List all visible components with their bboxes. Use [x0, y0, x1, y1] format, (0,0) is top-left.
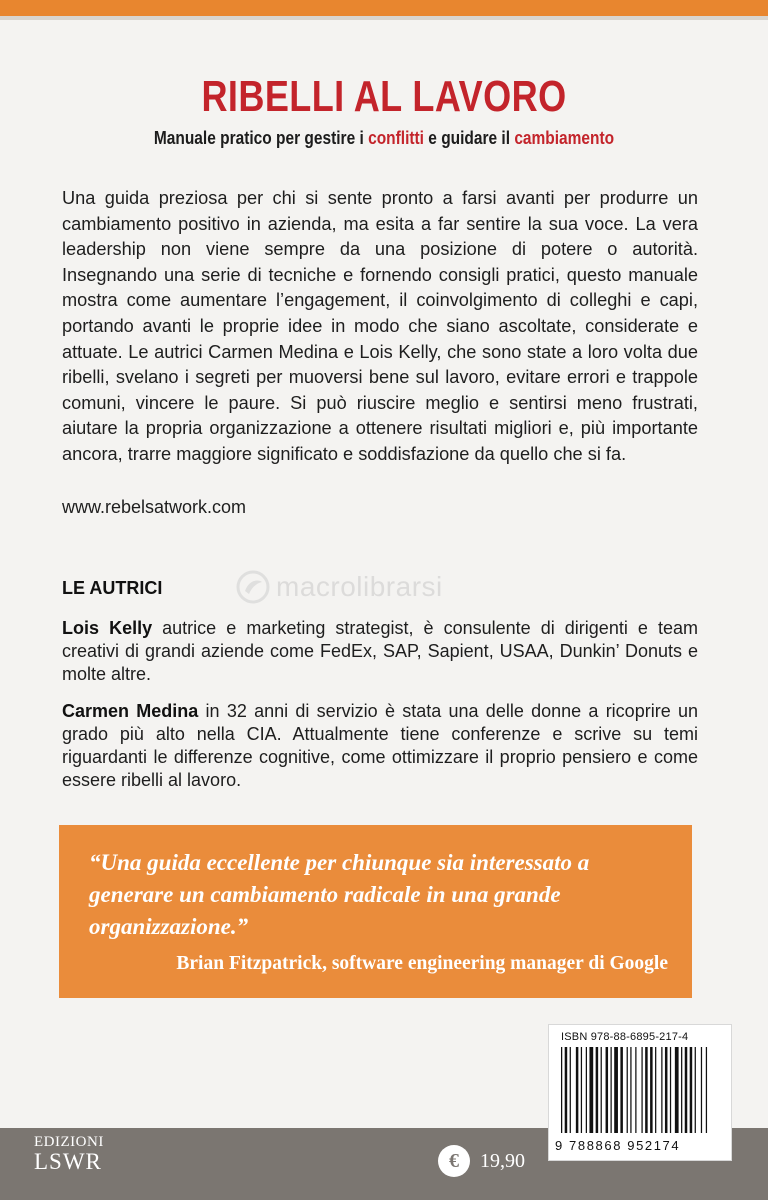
blurb-text: Una guida preziosa per chi si sente pronto a farsi avanti per produrre un cambiamento positivo in azienda, ma esita a far sentire la sua voce. La vera leadership non viene sempre da una posizione di potere o autorità. Insegnando una serie di tecniche e fornendo consigli pratici, questo manuale mostra come aumentare l’engagement, il coinvolgimento di colleghi e capi, portando avanti le proprie idee in modo che siano ascoltate, considerate e attuate. Le autrici Carmen Medina e Lois Kelly, che sono state a loro volta due ribelli, svelano i segreti per muoversi bene sul lavoro, evitare errori e trappole comuni, vincere le paure. Si può riuscire meglio e sentirsi meno frustrati, aiutare la propria organizzazione a ottenere risultati migliori e, più importante ancora, trarre maggiore significato e soddisfazione da quello che si fa. — [62, 188, 698, 464]
subtitle-red-word1: conflitti — [368, 128, 424, 148]
watermark-text: macrolibrarsi — [276, 571, 443, 602]
author-bio-text-1: autrice e marketing strategist, è consulente di dirigenti e team creativi di grandi aziende come FedEx, SAP, Sapient, USAA, Dunkin’ Donuts e molte altre. — [62, 618, 698, 684]
book-subtitle — [54, 128, 714, 149]
publisher-logo — [34, 1134, 104, 1175]
author-name-2: Carmen Medina — [62, 701, 199, 721]
author-bio-text-2: in 32 anni di servizio è stata una delle donne a ricoprire un grado più alto nella CIA. Attualmente tiene conferenze e scrive su temi riguardanti le differenze cognitive, come ottimizzare il proprio pensiero e come essere ribelli al lavoro. — [62, 701, 698, 790]
author-name-1: Lois Kelly — [62, 618, 153, 638]
publisher-line-1: EDIZIONI — [34, 1134, 104, 1150]
book-title: RIBELLI AL LAVORO — [201, 72, 567, 121]
barcode-icon — [559, 1047, 721, 1135]
quote-text: “Una guida eccellente per chiunque sia interessato a generare un cambiamento radicale in una grande organizzazione.” — [89, 850, 590, 939]
subtitle-red-word2: cambiamento — [514, 128, 615, 148]
publisher-line-2: LSWR — [34, 1149, 102, 1174]
top-stripe — [0, 0, 768, 16]
price-value: 19,90 — [480, 1149, 525, 1172]
price-tag — [438, 1145, 525, 1177]
barcode-panel — [548, 1024, 732, 1161]
website-url: www.rebelsatwork.com — [62, 497, 247, 517]
subtitle-part2: e guidare il — [423, 128, 515, 148]
quote-box — [59, 825, 692, 998]
watermark — [236, 570, 443, 604]
author-bio-2 — [62, 700, 698, 792]
quote-attribution: Brian Fitzpatrick, software engineering manager di Google — [176, 953, 668, 974]
watermark-logo-icon — [236, 570, 270, 604]
author-bio-1 — [62, 617, 698, 686]
top-stripe-shadow — [0, 16, 768, 20]
subtitle-part1: Manuale pratico per gestire i — [153, 128, 369, 148]
isbn-label: ISBN 978-88-6895-217-4 — [561, 1031, 689, 1043]
barcode-digits: 9 788868 952174 — [555, 1138, 681, 1153]
euro-icon: € — [438, 1145, 470, 1177]
authors-heading: LE AUTRICI — [62, 578, 163, 598]
